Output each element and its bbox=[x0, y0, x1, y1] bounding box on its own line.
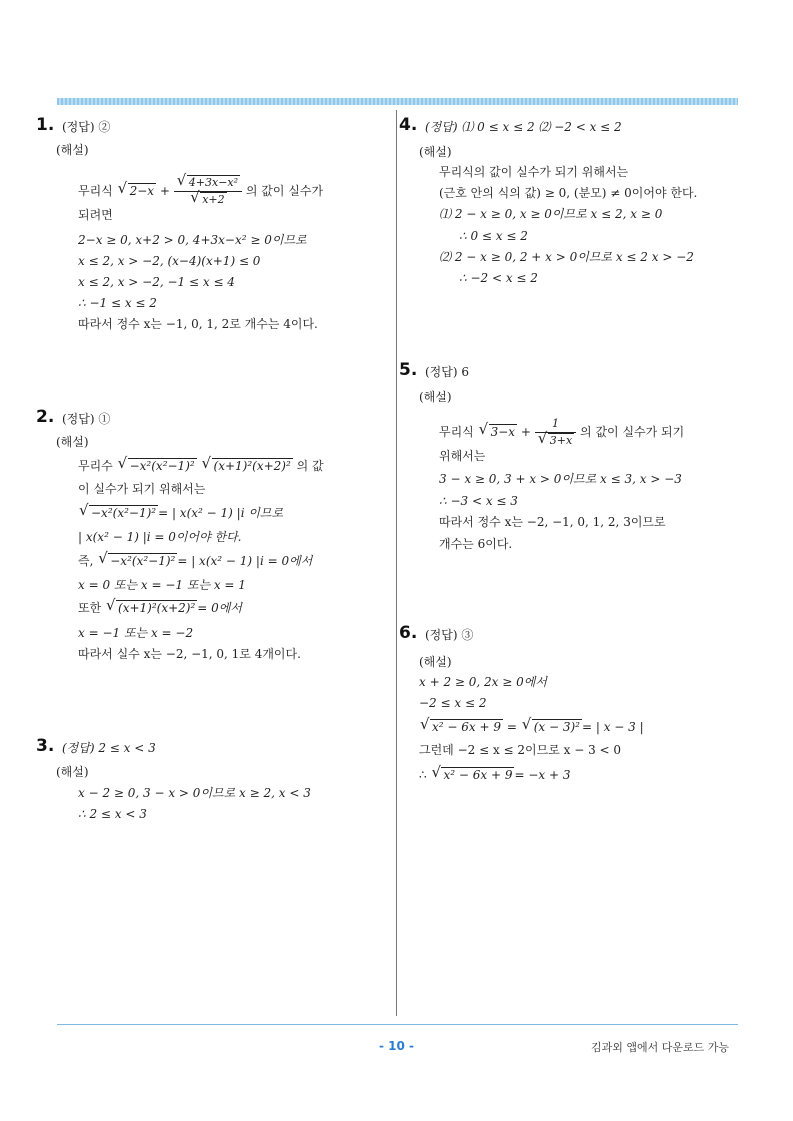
solution-line: ∴ 0 ≤ x ≤ 2 bbox=[459, 229, 528, 243]
solution-line: −2 ≤ x ≤ 2 bbox=[419, 696, 487, 710]
solution-line: 2−x ≥ 0, x+2 > 0, 4+3x−x² ≥ 0이므로 bbox=[78, 233, 307, 247]
solution-line: 따라서 정수 x는 −1, 0, 1, 2로 개수는 4이다. bbox=[78, 317, 318, 331]
solution-line: x = 0 또는 x = −1 또는 x = 1 bbox=[78, 578, 246, 592]
solution-line: x − 2 ≥ 0, 3 − x > 0이므로 x ≥ 2, x < 3 bbox=[78, 786, 311, 800]
solution-line: 개수는 6이다. bbox=[439, 537, 513, 551]
answer: (정답) ② bbox=[62, 120, 111, 134]
solution-line: (근호 안의 식의 값) ≥ 0, (분모) ≠ 0이어야 한다. bbox=[439, 186, 698, 200]
answer: (정답) ① bbox=[62, 412, 111, 426]
answer: (정답) ⑴ 0 ≤ x ≤ 2 ⑵ −2 < x ≤ 2 bbox=[425, 120, 622, 134]
solution-line: ∴ −3 < x ≤ 3 bbox=[439, 494, 518, 508]
header-bar bbox=[57, 98, 738, 105]
solution-line: 3 − x ≥ 0, 3 + x > 0이므로 x ≤ 3, x > −3 bbox=[439, 472, 682, 486]
answer: (정답) 6 bbox=[425, 365, 469, 379]
solution-line: √ x² − 6x + 9 = √ (x − 3)² = | x − 3 | bbox=[419, 719, 644, 735]
solution-label: (해설) bbox=[419, 145, 452, 159]
solution-line: 무리수 √ −x²(x²−1)² √ (x+1)²(x+2)² 의 값 bbox=[78, 458, 324, 474]
solution-label: (해설) bbox=[419, 655, 452, 669]
question-2 bbox=[36, 407, 386, 661]
question-3 bbox=[36, 736, 386, 821]
solution-line: x ≤ 2, x > −2, (x−4)(x+1) ≤ 0 bbox=[78, 254, 261, 268]
question-number: 1. bbox=[36, 115, 55, 135]
solution-line: 무리식 √ 3−x + 1 √ 3+x 의 값이 실수가 되기 bbox=[439, 416, 684, 449]
solution-line: 따라서 정수 x는 −2, −1, 0, 1, 2, 3이므로 bbox=[439, 515, 666, 529]
question-number: 2. bbox=[36, 407, 55, 427]
solution-line: x + 2 ≥ 0, 2x ≥ 0에서 bbox=[419, 675, 547, 689]
question-number: 3. bbox=[36, 736, 55, 756]
solution-line: ⑴ 2 − x ≥ 0, x ≥ 0이므로 x ≤ 2, x ≥ 0 bbox=[439, 207, 663, 221]
solution-line: 무리식 √ 2−x + √ 4+3x−x² √ x+2 의 값이 실수가 bbox=[78, 175, 323, 208]
solution-line: ∴ 2 ≤ x < 3 bbox=[78, 807, 147, 821]
question-1 bbox=[36, 115, 386, 331]
footer-rule bbox=[57, 1024, 738, 1025]
solution-label: (해설) bbox=[56, 765, 89, 779]
page-number: - 10 - bbox=[378, 1039, 414, 1053]
solution-line: x = −1 또는 x = −2 bbox=[78, 626, 194, 640]
question-4 bbox=[399, 115, 739, 285]
question-number: 6. bbox=[399, 623, 418, 643]
footer-note: 김과외 앱에서 다운로드 가능 bbox=[590, 1041, 729, 1054]
answer: (정답) 2 ≤ x < 3 bbox=[62, 741, 156, 755]
solution-line: 위해서는 bbox=[439, 449, 486, 463]
question-6 bbox=[399, 623, 739, 782]
column-divider bbox=[396, 110, 397, 1016]
question-number: 4. bbox=[399, 115, 418, 135]
question-number: 5. bbox=[399, 360, 418, 380]
solution-line: 무리식의 값이 실수가 되기 위해서는 bbox=[439, 165, 629, 179]
solution-line: 되려면 bbox=[78, 208, 113, 222]
answer: (정답) ③ bbox=[425, 628, 474, 642]
solution-line: 따라서 실수 x는 −2, −1, 0, 1로 4개이다. bbox=[78, 647, 301, 661]
solution-label: (해설) bbox=[56, 143, 89, 157]
solution-line: √ −x²(x²−1)² = | x(x² − 1) |i 이므로 bbox=[78, 505, 283, 521]
solution-line: 또한 √ (x+1)²(x+2)² = 0에서 bbox=[78, 600, 242, 616]
solution-line: ∴ √ x² − 6x + 9 = −x + 3 bbox=[419, 767, 570, 783]
solution-line: | x(x² − 1) |i = 0이어야 한다. bbox=[78, 530, 242, 544]
solution-line: ∴ −1 ≤ x ≤ 2 bbox=[78, 296, 157, 310]
solution-line: 이 실수가 되기 위해서는 bbox=[78, 482, 206, 496]
solution-line: 즉, √ −x²(x²−1)² = | x(x² − 1) |i = 0에서 bbox=[78, 553, 312, 569]
solution-label: (해설) bbox=[419, 390, 452, 404]
solution-line: ⑵ 2 − x ≥ 0, 2 + x > 0이므로 x ≤ 2 x > −2 bbox=[439, 250, 694, 264]
solution-line: 그런데 −2 ≤ x ≤ 2이므로 x − 3 < 0 bbox=[419, 743, 622, 757]
question-5 bbox=[399, 360, 739, 551]
solution-label: (해설) bbox=[56, 435, 89, 449]
solution-line: ∴ −2 < x ≤ 2 bbox=[459, 271, 538, 285]
solution-line: x ≤ 2, x > −2, −1 ≤ x ≤ 4 bbox=[78, 275, 235, 289]
